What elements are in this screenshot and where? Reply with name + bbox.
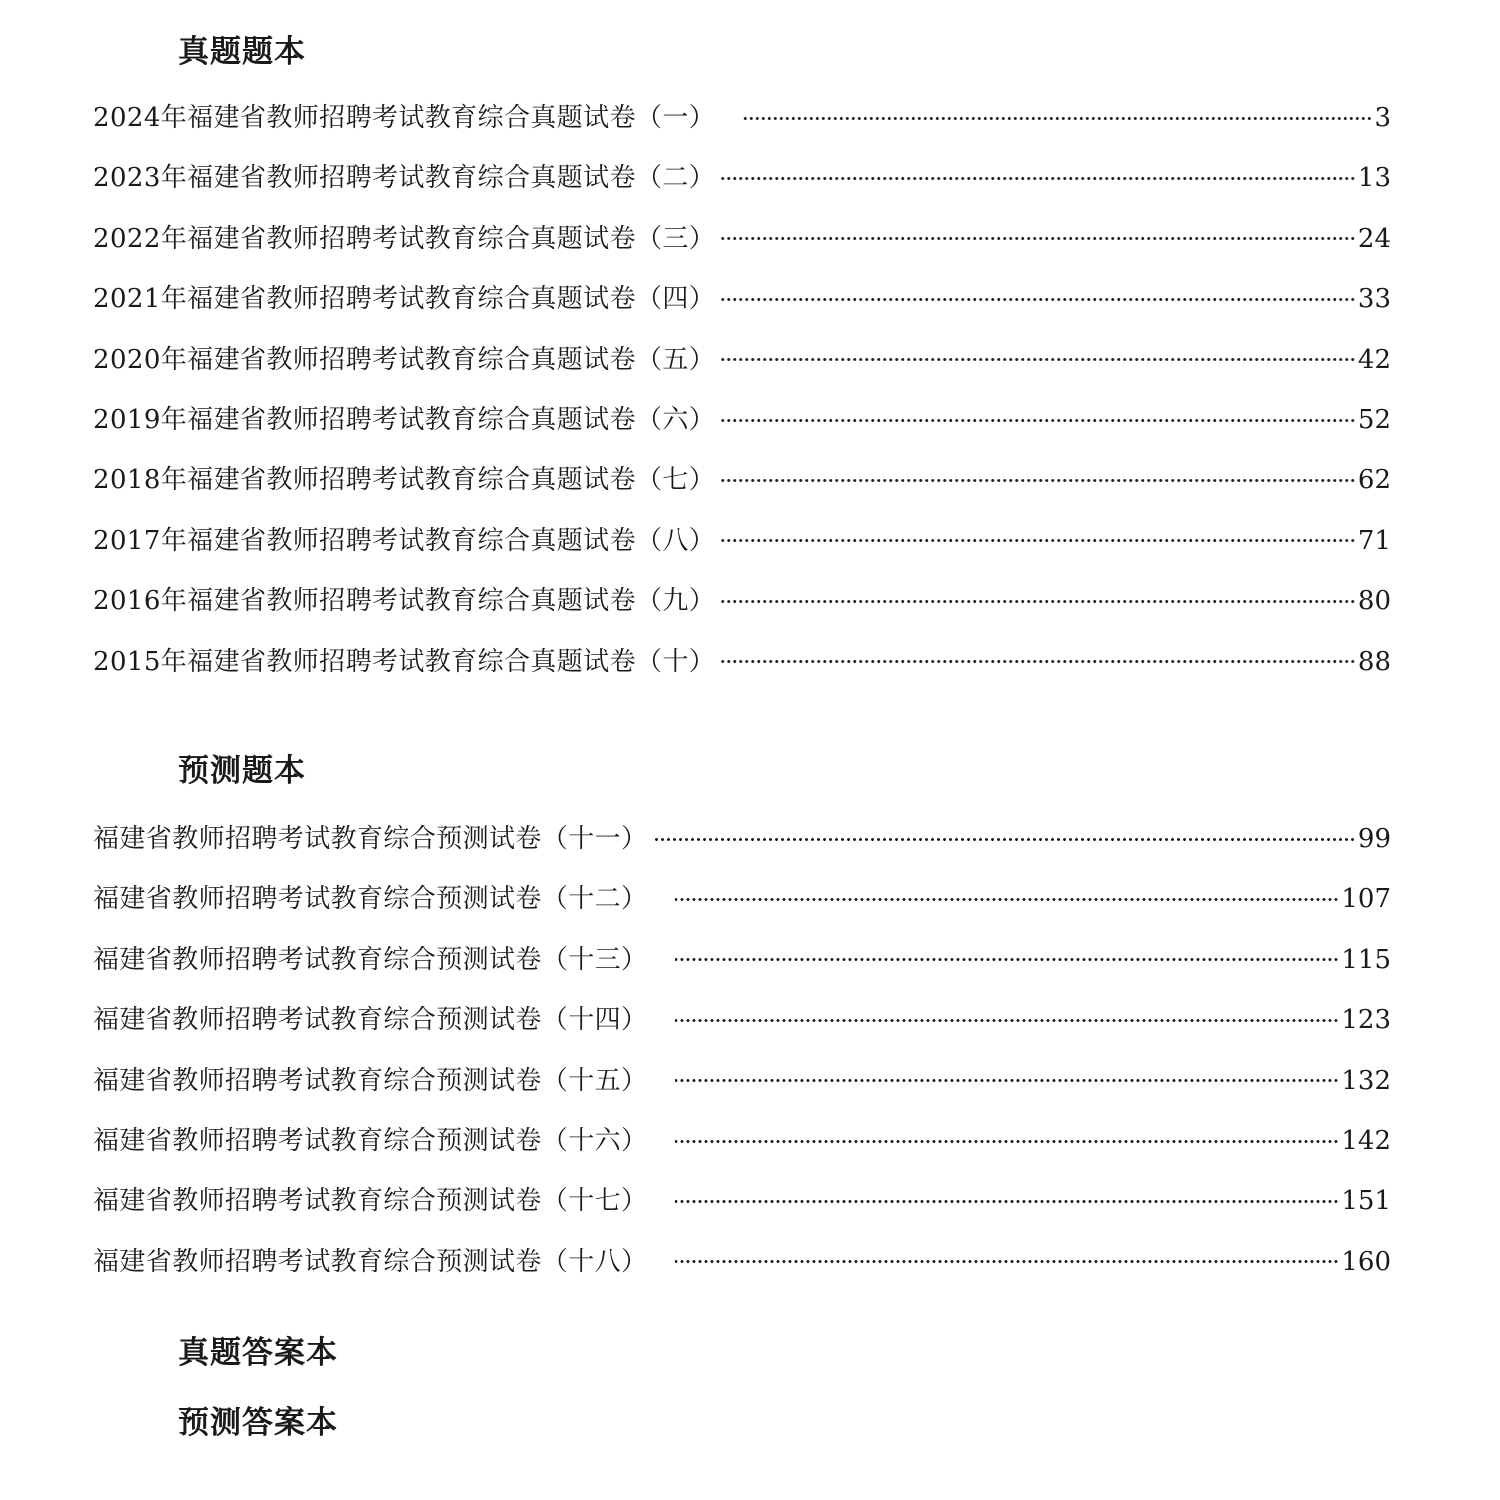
dot-leader	[675, 898, 1339, 901]
toc-list-mock-questions	[93, 809, 1391, 1292]
toc-entry-page: 115	[1341, 944, 1391, 975]
toc-entry[interactable]	[93, 209, 1391, 269]
toc-entry-title: 福建省教师招聘考试教育综合预测试卷（十七）	[93, 1186, 648, 1217]
toc-entry[interactable]	[93, 1171, 1391, 1231]
toc-entry[interactable]	[93, 390, 1391, 450]
dot-leader	[721, 358, 1356, 361]
toc-entry-page: 3	[1374, 103, 1391, 133]
toc-entry[interactable]	[93, 1111, 1391, 1171]
section-heading-mock-answers: 预测答案本	[178, 1405, 338, 1441]
toc-entry[interactable]	[93, 930, 1391, 990]
toc-entry-title: 2024年福建省教师招聘考试教育综合真题试卷（一）	[93, 103, 716, 133]
dot-leader	[721, 600, 1356, 603]
toc-entry-page: 132	[1341, 1065, 1391, 1096]
toc-entry-title: 福建省教师招聘考试教育综合预测试卷（十六）	[93, 1125, 648, 1156]
toc-entry[interactable]	[93, 330, 1391, 390]
toc-entry-title: 福建省教师招聘考试教育综合预测试卷（十五）	[93, 1065, 648, 1096]
dot-leader	[675, 1200, 1339, 1203]
toc-entry-title: 福建省教师招聘考试教育综合预测试卷（十二）	[93, 884, 648, 915]
toc-entry-title: 福建省教师招聘考试教育综合预测试卷（十三）	[93, 944, 648, 975]
toc-list-real-questions	[93, 88, 1391, 692]
toc-entry[interactable]	[93, 511, 1391, 571]
section-heading-real-answers: 真题答案本	[178, 1335, 338, 1371]
toc-entry-title: 2022年福建省教师招聘考试教育综合真题试卷（三）	[93, 223, 716, 254]
dot-leader	[675, 1019, 1339, 1022]
toc-entry-page: 62	[1357, 465, 1391, 496]
dot-leader	[721, 539, 1356, 542]
toc-entry[interactable]	[93, 990, 1391, 1050]
toc-entry-page: 71	[1357, 525, 1391, 556]
dot-leader	[721, 419, 1356, 422]
toc-entry[interactable]	[93, 1051, 1391, 1111]
toc-entry[interactable]	[93, 1232, 1391, 1292]
dot-leader	[675, 958, 1339, 961]
toc-entry[interactable]	[93, 809, 1391, 869]
dot-leader	[675, 1079, 1339, 1082]
toc-entry-title: 福建省教师招聘考试教育综合预测试卷（十一）	[93, 824, 648, 854]
toc-entry-page: 24	[1357, 223, 1391, 254]
toc-entry[interactable]	[93, 148, 1391, 208]
dot-leader	[721, 237, 1356, 240]
toc-entry-page: 80	[1357, 586, 1391, 617]
dot-leader	[743, 117, 1372, 120]
toc-entry[interactable]	[93, 88, 1391, 148]
toc-entry-page: 160	[1341, 1246, 1391, 1277]
toc-entry-page: 151	[1341, 1186, 1391, 1217]
dot-leader	[721, 660, 1356, 663]
toc-entry-page: 13	[1357, 163, 1391, 194]
toc-entry-title: 2021年福建省教师招聘考试教育综合真题试卷（四）	[93, 284, 716, 315]
toc-entry-title: 2019年福建省教师招聘考试教育综合真题试卷（六）	[93, 404, 716, 435]
toc-entry-page: 33	[1357, 284, 1391, 315]
toc-entry-title: 福建省教师招聘考试教育综合预测试卷（十八）	[93, 1246, 648, 1277]
dot-leader	[721, 479, 1356, 482]
toc-entry-title: 2016年福建省教师招聘考试教育综合真题试卷（九）	[93, 586, 716, 617]
toc-entry-page: 123	[1341, 1005, 1391, 1036]
toc-entry-page: 99	[1357, 824, 1391, 854]
section-heading-real-questions: 真题题本	[178, 34, 306, 70]
toc-entry-page: 52	[1357, 404, 1391, 435]
toc-entry[interactable]	[93, 269, 1391, 329]
dot-leader	[653, 838, 1356, 841]
section-heading-mock-questions: 预测题本	[178, 753, 306, 789]
toc-entry[interactable]	[93, 571, 1391, 631]
toc-entry-title: 2020年福建省教师招聘考试教育综合真题试卷（五）	[93, 344, 716, 375]
dot-leader	[721, 298, 1356, 301]
toc-entry-title: 2017年福建省教师招聘考试教育综合真题试卷（八）	[93, 525, 716, 556]
dot-leader	[721, 177, 1356, 180]
toc-entry[interactable]	[93, 450, 1391, 510]
toc-entry-title: 福建省教师招聘考试教育综合预测试卷（十四）	[93, 1005, 648, 1036]
toc-entry-page: 142	[1341, 1125, 1391, 1156]
toc-entry-title: 2015年福建省教师招聘考试教育综合真题试卷（十）	[93, 646, 716, 677]
toc-entry[interactable]	[93, 632, 1391, 692]
toc-entry-page: 88	[1357, 646, 1391, 677]
toc-entry-page: 42	[1357, 344, 1391, 375]
toc-entry[interactable]	[93, 869, 1391, 929]
dot-leader	[675, 1140, 1339, 1143]
toc-entry-page: 107	[1341, 884, 1391, 915]
toc-entry-title: 2023年福建省教师招聘考试教育综合真题试卷（二）	[93, 163, 716, 194]
dot-leader	[675, 1260, 1339, 1263]
toc-entry-title: 2018年福建省教师招聘考试教育综合真题试卷（七）	[93, 465, 716, 496]
